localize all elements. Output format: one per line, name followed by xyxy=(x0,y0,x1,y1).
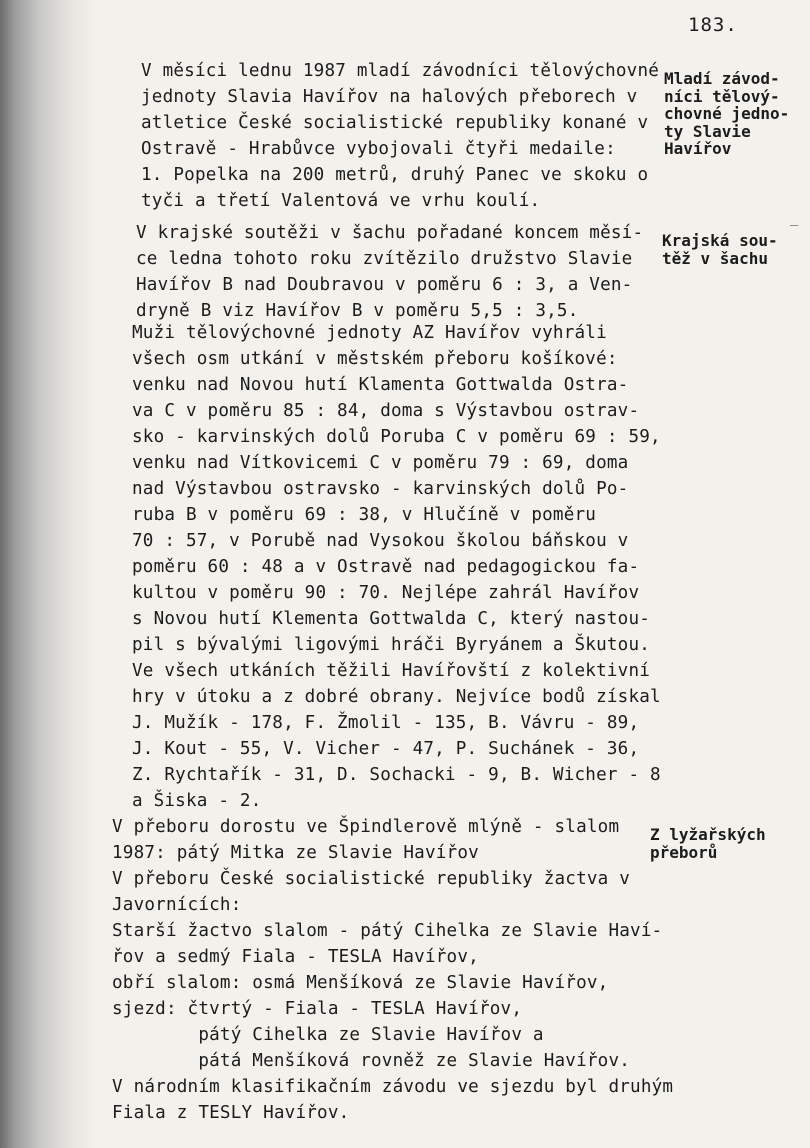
text-line: V krajské soutěži v šachu pořadané koncem měsí- xyxy=(136,223,644,243)
text-line: poměru 60 : 48 a v Ostravě nad pedagogickou fa- xyxy=(132,557,640,577)
text-line: pátá Menšíková rovněž ze Slavie Havířov. xyxy=(112,1051,631,1071)
paragraph-chess xyxy=(136,220,643,324)
text-line: J. Mužík - 178, F. Žmolil - 135, B. Vávru - 89, xyxy=(132,713,640,733)
text-line: sjezd: čtvrtý - Fiala - TESLA Havířov, xyxy=(112,999,523,1019)
text-line: Starší žactvo slalom - pátý Cihelka ze Slavie Haví- xyxy=(112,921,663,941)
text-line: pil s bývalými ligovými hráči Byryánem a Škutou. xyxy=(132,635,651,655)
page-number: 183. xyxy=(688,14,738,36)
margin-note-skiing xyxy=(650,826,766,861)
text-line: 1. Popelka na 200 metrů, druhý Panec ve skoku o xyxy=(141,165,649,185)
text-line: atletice České socialistické republiky konané v xyxy=(141,113,649,133)
note-line: Havířov xyxy=(664,139,732,158)
text-line: J. Kout - 55, V. Vicher - 47, P. Suchánek - 36, xyxy=(132,739,640,759)
text-line: hry v útoku a z dobré obrany. Nejvíce bodů získal xyxy=(132,687,661,707)
text-line: Havířov B nad Doubravou v poměru 6 : 3, a Ven- xyxy=(136,275,633,295)
text-line: Ve všech utkáních těžili Havířovští z kolektivní xyxy=(132,661,651,681)
text-line: nad Výstavbou ostravsko - karvinských dolů Po- xyxy=(132,479,629,499)
text-line: V národním klasifikačním závodu ve sjezdu byl druhým xyxy=(112,1077,674,1097)
text-line: a Šiska - 2. xyxy=(132,791,262,811)
text-line: V přeboru České socialistické republiky žactva v xyxy=(112,869,631,889)
text-line: jednoty Slavia Havířov na halových přeborech v xyxy=(141,87,638,107)
text-line: Fiala z TESLY Havířov. xyxy=(112,1103,350,1123)
paragraph-athletics xyxy=(141,58,659,214)
text-line: va C v poměru 85 : 84, doma s Výstavbou ostrav- xyxy=(132,401,640,421)
text-line: V měsíci lednu 1987 mladí závodníci tělovýchovné xyxy=(141,61,660,81)
text-line: V přeboru dorostu ve Špindlerově mlýně - slalom xyxy=(112,817,620,837)
note-line: níci tělový- xyxy=(664,86,780,106)
text-line: s Novou hutí Klementa Gottwalda C, který nastou- xyxy=(132,609,651,629)
text-line: 70 : 57, v Porubě nad Vysokou školou báňskou v xyxy=(132,531,629,551)
text-line: všech osm utkání v městském přeboru košíkové: xyxy=(132,349,618,369)
text-line: řov a sedmý Fiala - TESLA Havířov, xyxy=(112,947,479,967)
text-line: sko - karvinských dolů Poruba C v poměru 69 : 59, xyxy=(132,427,661,447)
note-line: přeborů xyxy=(650,842,718,862)
page-binding-shadow xyxy=(0,0,96,1148)
text-line: ruba B v poměru 69 : 38, v Hlučíně v poměru xyxy=(132,505,597,525)
text-line: ce ledna tohoto roku zvítězilo družstvo Slavie xyxy=(136,249,633,269)
text-line: 1987: pátý Mitka ze Slavie Havířov xyxy=(112,843,479,863)
margin-note-chess xyxy=(662,232,778,267)
text-line: obří slalom: osmá Menšíková ze Slavie Havířov, xyxy=(112,973,609,993)
text-line: Muži tělovýchovné jednoty AZ Havířov vyhráli xyxy=(132,323,607,343)
text-line: kultou v poměru 90 : 70. Nejlépe zahrál Havířov xyxy=(132,583,640,603)
note-line: ty Slavie xyxy=(664,121,751,141)
paragraph-skiing xyxy=(112,814,673,1126)
text-line: tyči a třetí Valentová ve vrhu koulí. xyxy=(141,191,541,211)
text-line: venku nad Novou hutí Klamenta Gottwalda Ostra- xyxy=(132,375,629,395)
note-line: chovné jedno- xyxy=(664,104,790,123)
note-line: Z lyžařských xyxy=(650,825,766,844)
paragraph-basketball xyxy=(132,320,661,814)
text-line: Ostravě - Hrabůvce vybojovali čtyři medaile: xyxy=(141,139,616,159)
note-line: těž v šachu xyxy=(662,248,768,268)
text-line: Z. Rychtařík - 31, D. Sochacki - 9, B. Wicher - 8 xyxy=(132,765,661,785)
note-line: Mladí závod- xyxy=(664,69,780,88)
text-line: venku nad Vítkovicemi C v poměru 79 : 69, doma xyxy=(132,453,629,473)
note-line: Krajská sou- xyxy=(662,231,778,250)
divider-mark: _ xyxy=(790,210,799,226)
text-line: dryně B viz Havířov B v poměru 5,5 : 3,5. xyxy=(136,301,579,321)
text-line: Javornících: xyxy=(112,895,242,915)
margin-note-athletics xyxy=(664,70,789,158)
text-line: pátý Cihelka ze Slavie Havířov a xyxy=(112,1025,544,1045)
